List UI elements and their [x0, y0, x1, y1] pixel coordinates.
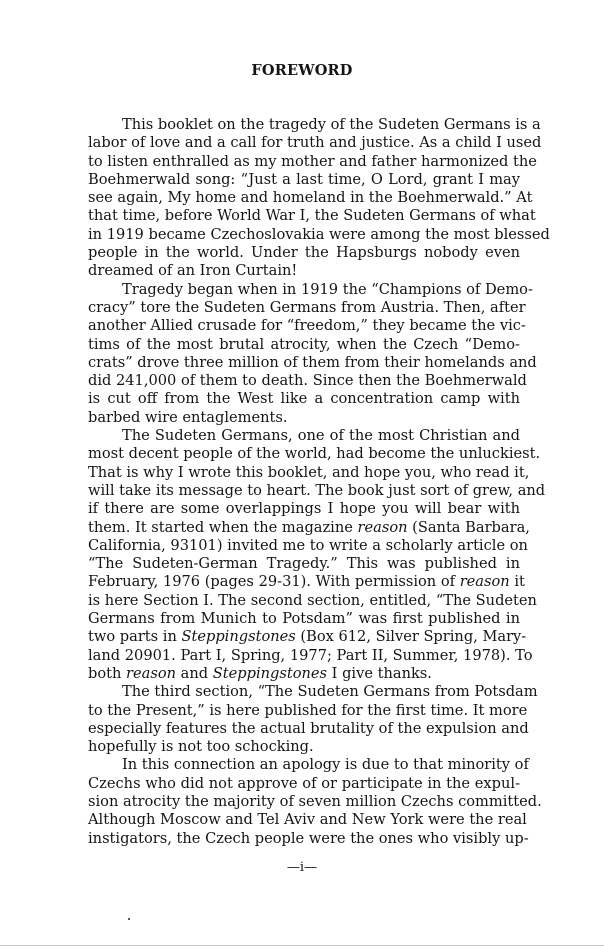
- italic-title: reason: [357, 518, 408, 536]
- italic-title: reason: [126, 664, 177, 682]
- text-segment: (Santa Barbara,: [407, 518, 530, 536]
- text-segment: did 241,000 of them to death. Since then the Boehmerwald: [88, 372, 527, 390]
- text-line: [88, 134, 542, 152]
- text-segment: will take its message to heart. The book just sort of grew, and: [88, 481, 546, 499]
- text-segment: sion atrocity the majority of seven million Czechs committed.: [88, 792, 542, 810]
- text-line: [88, 463, 530, 482]
- text-line: [88, 683, 538, 701]
- text-line: [88, 591, 537, 610]
- text-line: [88, 646, 533, 665]
- text-segment: another Allied crusade for “freedom,” they became the vic-: [88, 317, 526, 335]
- text-segment: see again, My home and homeland in the Boehmerwald.” At: [88, 189, 533, 207]
- text-segment: and: [176, 664, 213, 682]
- text-segment: In this connection an apology is due to that minority of: [122, 756, 529, 774]
- text-line: [88, 792, 542, 811]
- text-segment: barbed wire entaglements.: [88, 408, 288, 426]
- text-line: [88, 152, 537, 171]
- text-segment: crats” drove three million of them from their homelands and: [88, 353, 537, 371]
- text-line: [88, 390, 520, 408]
- text-segment: land 20901. Part I, Spring, 1977; Part II, Summer, 1978). To: [88, 646, 533, 664]
- page-title: FOREWORD: [251, 62, 353, 79]
- text-segment: dreamed of an Iron Curtain!: [88, 262, 298, 280]
- text-line: [88, 829, 529, 848]
- page-bottom-edge: [0, 945, 604, 946]
- text-segment: California, 93101) invited me to write a scholarly article on: [88, 536, 528, 554]
- text-segment: Tragedy began when in 1919 the “Champions of Demo-: [122, 280, 533, 298]
- text-segment: This booklet on the tragedy of the Sudeten Germans is a: [122, 116, 541, 133]
- text-line: [88, 555, 520, 573]
- text-segment: Although Moscow and Tel Aviv and New York were the real: [88, 811, 527, 829]
- text-segment: Boehmerwald song: “Just a last time, O Lord, grant I may: [88, 170, 520, 188]
- text-segment: hopefully is not too schocking.: [88, 738, 314, 756]
- text-line: [88, 665, 520, 683]
- text-segment: The Sudeten Germans, one of the most Christian and: [122, 427, 520, 445]
- text-segment: February, 1976 (pages 29-31). With permission of: [88, 573, 460, 591]
- text-line: [88, 701, 528, 720]
- text-line: [88, 280, 533, 299]
- text-line: [88, 409, 520, 427]
- foreword-body: [88, 116, 550, 848]
- text-line: [88, 738, 520, 756]
- text-line: [88, 427, 520, 445]
- text-line: [88, 171, 520, 189]
- text-segment: to the Present,” is here published for the first time. It more: [88, 701, 528, 719]
- text-line: [88, 610, 520, 628]
- text-line: [88, 207, 536, 225]
- text-segment: instigators, the Czech people were the ones who visibly up-: [88, 829, 529, 847]
- text-line: [88, 189, 533, 207]
- text-segment: it: [509, 573, 525, 591]
- text-line: [88, 445, 541, 463]
- text-segment: them. It started when the magazine: [88, 518, 358, 536]
- text-segment: two parts in: [88, 628, 182, 646]
- italic-title: Steppingstones: [212, 664, 328, 682]
- text-segment: The third section, “The Sudeten Germans from Potsdam: [122, 683, 538, 701]
- text-line: [88, 116, 541, 134]
- text-segment: people in the world. Under the Hapsburgs nobody even: [88, 244, 520, 262]
- text-segment: I give thanks.: [327, 664, 432, 682]
- text-line: [88, 573, 525, 591]
- text-segment: labor of love and a call for truth and justice. As a child I used: [88, 134, 542, 152]
- text-segment: if there are some overlappings I hope you will bear with: [88, 500, 520, 518]
- text-line: [88, 756, 529, 774]
- text-line: [88, 518, 530, 537]
- text-line: [88, 628, 527, 646]
- text-line: [88, 372, 527, 390]
- print-speck: [128, 918, 130, 920]
- text-segment: in 1919 became Czechoslovakia were among the most blessed: [88, 225, 550, 243]
- text-segment: Germans from Munich to Potsdam” was first published in: [88, 610, 520, 628]
- text-line: [88, 298, 526, 317]
- text-line: [88, 244, 520, 262]
- text-line: [88, 317, 526, 335]
- text-line: [88, 719, 529, 738]
- text-line: [88, 353, 537, 372]
- text-segment: is here Section I. The second section, entitled, “The Sudeten: [88, 591, 537, 609]
- text-segment: that time, before World War I, the Sudeten Germans of what: [88, 207, 536, 225]
- text-line: [88, 500, 520, 518]
- text-segment: cracy” tore the Sudeten Germans from Austria. Then, after: [88, 298, 526, 316]
- text-segment: most decent people of the world, had become the unluckiest.: [88, 445, 541, 463]
- italic-title: reason: [459, 573, 510, 591]
- italic-title: Steppingstones: [181, 628, 296, 646]
- text-segment: especially features the actual brutality of the expulsion and: [88, 719, 529, 737]
- text-line: [88, 225, 550, 244]
- text-line: [88, 811, 527, 829]
- text-line: [88, 775, 520, 793]
- text-segment: Czechs who did not approve of or participate in the expul-: [88, 774, 520, 792]
- text-segment: to listen enthralled as my mother and father harmonized the: [88, 152, 537, 170]
- text-segment: tims of the most brutal atrocity, when the Czech “Demo-: [88, 335, 520, 353]
- text-segment: is cut off from the West like a concentration camp with: [88, 390, 520, 408]
- text-segment: “The Sudeten-German Tragedy.” This was published in: [88, 555, 520, 573]
- text-line: [88, 536, 528, 555]
- text-segment: (Box 612, Silver Spring, Mary-: [295, 628, 527, 646]
- page-number: —i—: [286, 860, 318, 875]
- text-line: [88, 481, 546, 500]
- text-segment: both: [88, 664, 127, 682]
- text-segment: That is why I wrote this booklet, and hope you, who read it,: [88, 463, 530, 481]
- text-line: [88, 262, 520, 280]
- text-line: [88, 336, 520, 354]
